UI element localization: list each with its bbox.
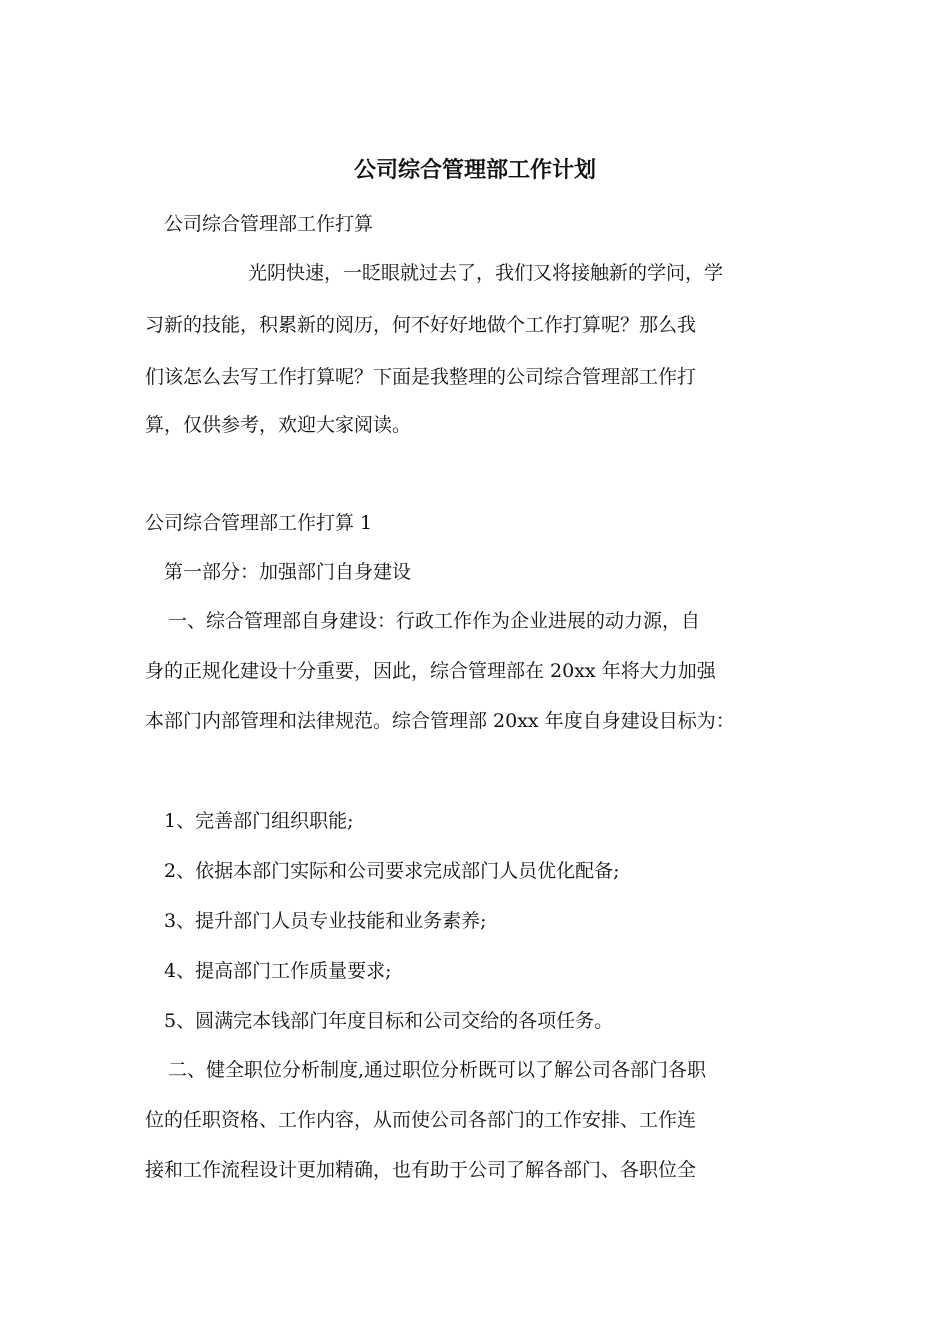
intro-line: 光阴快速，一眨眼就过去了，我们又将接触新的学问，学 xyxy=(248,262,724,284)
part-heading: 第一部分：加强部门自身建设 xyxy=(164,561,412,583)
document-title: 公司综合管理部工作计划 xyxy=(353,157,596,183)
document-subtitle: 公司综合管理部工作打算 xyxy=(164,213,374,235)
paragraph-line: 一、综合管理部自身建设：行政工作作为企业进展的动力源，自 xyxy=(168,610,701,632)
list-item: 4、提高部门工作质量要求; xyxy=(164,960,392,982)
paragraph-line: 本部门内部管理和法律规范。综合管理部 20xx 年度自身建设目标为： xyxy=(145,710,735,732)
intro-line: 算，仅供参考，欢迎大家阅读。 xyxy=(145,414,412,436)
paragraph-line: 二、健全职位分析制度,通过职位分析既可以了解公司各部门各职 xyxy=(168,1059,707,1081)
list-item: 1、完善部门组织职能; xyxy=(164,810,354,832)
list-item: 2、依据本部门实际和公司要求完成部门人员优化配备; xyxy=(164,860,620,882)
intro-line: 习新的技能，积累新的阅历，何不好好地做个工作打算呢？那么我 xyxy=(145,314,697,336)
intro-line: 们该怎么去写工作打算呢？下面是我整理的公司综合管理部工作打 xyxy=(145,366,697,388)
paragraph-line: 位的任职资格、工作内容，从而使公司各部门的工作安排、工作连 xyxy=(145,1109,697,1131)
list-item: 5、圆满完本钱部门年度目标和公司交给的各项任务。 xyxy=(164,1010,614,1032)
paragraph-line: 接和工作流程设计更加精确，也有助于公司了解各部门、各职位全 xyxy=(145,1159,697,1181)
section-heading: 公司综合管理部工作打算 1 xyxy=(145,512,373,534)
list-item: 3、提升部门人员专业技能和业务素养; xyxy=(164,910,487,932)
paragraph-line: 身的正规化建设十分重要，因此，综合管理部在 20xx 年将大力加强 xyxy=(145,660,716,682)
